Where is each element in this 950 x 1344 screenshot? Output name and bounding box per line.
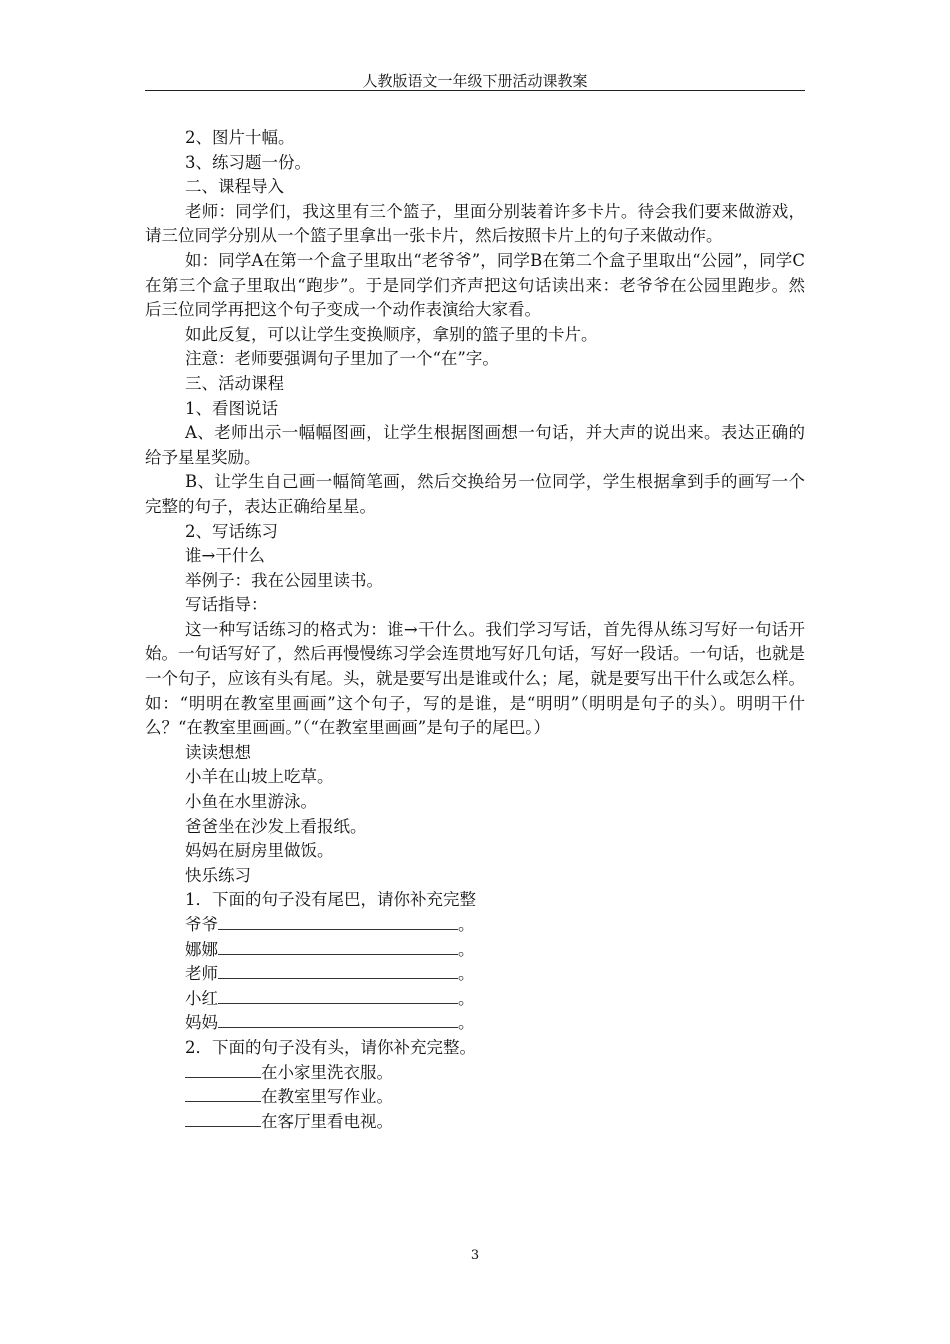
read-sentence-2: 小鱼在水里游泳。 [185, 792, 317, 812]
read-sentence-4: 妈妈在厨房里做饭。 [185, 841, 334, 861]
read-sentence-1: 小羊在山坡上吃草。 [185, 767, 334, 787]
exercise-2-title: 2．下面的句子没有头，请你补充完整。 [185, 1037, 476, 1057]
writing-guidance-label: 写话指导： [185, 595, 268, 615]
answer-blank[interactable] [218, 962, 458, 979]
materials-item-3: 3、练习题一份。 [185, 152, 311, 172]
head-exercise-line [145, 1085, 805, 1110]
tail-subject: 老师 [185, 964, 218, 984]
tail-period: 。 [458, 1013, 475, 1033]
read-sentence-3: 爸爸坐在沙发上看报纸。 [185, 816, 367, 836]
answer-blank[interactable] [218, 987, 458, 1004]
tail-exercise-line [145, 913, 805, 938]
answer-blank[interactable] [185, 1085, 261, 1102]
section-heading-activity: 三、活动课程 [185, 373, 284, 393]
page-header: 人教版语文一年级下册活动课教案 [362, 72, 588, 90]
head-exercise-line [145, 1110, 805, 1135]
answer-blank[interactable] [218, 938, 458, 955]
head-predicate: 在客厅里看电视。 [261, 1111, 393, 1131]
tail-exercise-line [145, 1011, 805, 1036]
tail-period: 。 [458, 964, 475, 984]
exercise-1-title: 1．下面的句子没有尾巴，请你补充完整 [185, 890, 476, 910]
writing-format: 谁→干什么 [185, 546, 265, 566]
answer-blank[interactable] [218, 1011, 458, 1028]
tail-subject: 妈妈 [185, 1013, 218, 1033]
answer-blank[interactable] [185, 1110, 261, 1127]
answer-blank[interactable] [185, 1061, 261, 1078]
document-body [145, 126, 805, 1134]
head-predicate: 在教室里写作业。 [261, 1087, 393, 1107]
tail-subject: 娜娜 [185, 939, 218, 959]
tail-period: 。 [458, 939, 475, 959]
tail-subject: 爷爷 [185, 915, 218, 934]
writing-guidance-paragraph: 这一种写话练习的格式为：谁→干什么。我们学习写话，首先得从练习写好一句话开始。一句话写好了，然后再慢慢练习学会连贯地写好几句话，写好一段话。一句话，也就是一个句子，应该有头有尾。头，就是要写出是谁或什么；尾，就是要写出干什么或怎么样。如：“明明在教室里画画”这个句子，写的是谁，是“明明”（明明是句子的头）。明明干什么？“在教室里画画。”（“在教室里画画”是句子的尾巴。） [145, 619, 805, 738]
activity-b-paragraph: B、让学生自己画一幅简笔画，然后交换给另一位同学，学生根据拿到手的画写一个完整的句子，表达正确给星星。 [145, 472, 805, 516]
tail-exercise-line [145, 938, 805, 963]
page-number: 3 [470, 1248, 480, 1263]
note-paragraph: 注意：老师要强调句子里加了一个“在”字。 [185, 349, 499, 369]
example-paragraph: 如：同学A在第一个盒子里取出“老爷爷”，同学B在第二个盒子里取出“公园”，同学C在第三个盒子里取出“跑步”。于是同学们齐声把这句话读出来：老爷爷在公园里跑步。然后三位同学再把这个句子变成一个动作表演给大家看。 [145, 250, 805, 320]
happy-practice-heading: 快乐练习 [185, 865, 251, 885]
head-predicate: 在小家里洗衣服。 [261, 1062, 393, 1082]
repeat-paragraph: 如此反复，可以让学生变换顺序，拿别的篮子里的卡片。 [185, 324, 598, 344]
read-think-heading: 读读想想 [185, 742, 251, 762]
materials-item-2: 2、图片十幅。 [185, 128, 295, 147]
tail-period: 。 [458, 988, 475, 1008]
intro-paragraph: 老师：同学们，我这里有三个篮子，里面分别装着许多卡片。待会我们要来做游戏，请三位同学分别从一个篮子里拿出一张卡片，然后按照卡片上的句子来做动作。 [145, 201, 805, 246]
tail-exercise-line [145, 962, 805, 987]
tail-subject: 小红 [185, 988, 218, 1008]
header-rule [145, 90, 805, 91]
subheading-writing-practice: 2、写话练习 [185, 521, 278, 541]
tail-exercise-line [145, 987, 805, 1012]
tail-period: 。 [458, 915, 475, 934]
subheading-picture-talk: 1、看图说话 [185, 398, 278, 418]
section-heading-intro: 二、课程导入 [185, 177, 284, 197]
activity-a-paragraph: A、老师出示一幅幅图画，让学生根据图画想一句话，并大声的说出来。表达正确的给予星星奖励。 [145, 423, 805, 467]
writing-example: 举例子：我在公园里读书。 [185, 570, 383, 590]
answer-blank[interactable] [218, 913, 458, 930]
head-exercise-line [145, 1061, 805, 1086]
